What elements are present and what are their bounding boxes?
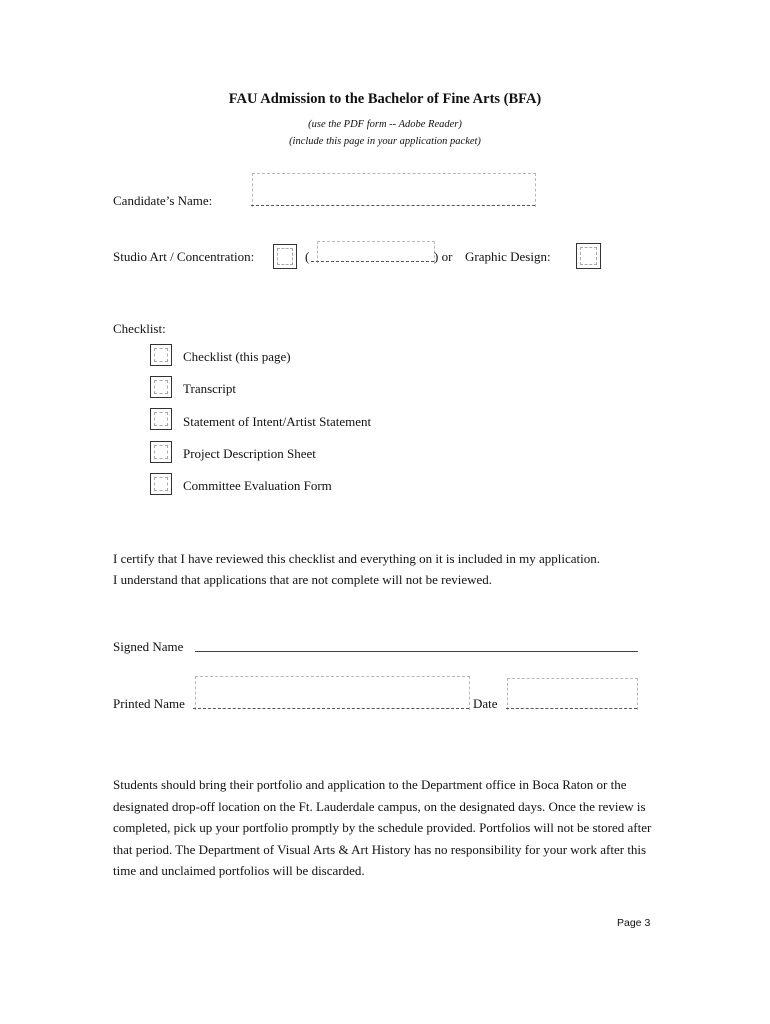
checklist-item-label: Project Description Sheet	[183, 446, 316, 461]
studio-art-checkbox[interactable]	[273, 244, 297, 269]
checklist-item-checkbox[interactable]	[150, 344, 172, 366]
checklist-item-label: Statement of Intent/Artist Statement	[183, 414, 372, 429]
checklist-item-checkbox[interactable]	[150, 441, 172, 463]
printed-name-label: Printed Name	[113, 696, 185, 711]
open-paren: (	[305, 249, 310, 264]
graphic-design-checkbox[interactable]	[576, 243, 601, 269]
printed-name-underline	[193, 708, 469, 709]
concentration-field[interactable]	[317, 241, 435, 263]
checklist-heading: Checklist:	[113, 321, 166, 336]
signed-name-line	[195, 651, 638, 652]
checklist-item-checkbox[interactable]	[150, 473, 172, 495]
concentration-underline	[311, 261, 434, 262]
signed-name-label: Signed Name	[113, 639, 184, 654]
portfolio-instructions: Students should bring their portfolio and application to the Department office in Boca Raton or the designated drop-off location on the Ft. Lauderdale campus, on the designated days. Once the review is completed, pick up your portfolio promptly by the schedule provided. Portfolios will not be stored after that period. The Department of Visual Arts & Art History has no responsibility for your work after this time and unclaimed portfolios will be discarded.	[113, 777, 652, 878]
checklist-item-checkbox[interactable]	[150, 376, 172, 398]
checklist-item-checkbox[interactable]	[150, 408, 172, 430]
checklist-item-label: Checklist (this page)	[183, 349, 291, 364]
candidate-name-underline	[251, 205, 535, 206]
checklist-item-label: Transcript	[183, 381, 236, 396]
candidate-name-label: Candidate’s Name:	[113, 193, 213, 208]
document-title: FAU Admission to the Bachelor of Fine Arts (BFA)	[228, 91, 542, 107]
graphic-design-label: Graphic Design:	[465, 249, 551, 264]
checklist-item-label: Committee Evaluation Form	[183, 478, 332, 493]
instruction-note-packet: (include this page in your application packet)	[289, 136, 481, 147]
printed-name-field[interactable]	[195, 676, 470, 710]
close-paren-or: ) or	[434, 249, 453, 264]
date-label: Date	[473, 696, 498, 711]
date-underline	[506, 708, 637, 709]
date-field[interactable]	[507, 678, 638, 710]
instruction-note-pdf: (use the PDF form -- Adobe Reader)	[308, 119, 462, 130]
certify-statement: I certify that I have reviewed this checklist and everything on it is included in my application.	[113, 551, 600, 566]
candidate-name-field[interactable]	[252, 173, 536, 207]
studio-art-label: Studio Art / Concentration:	[113, 249, 255, 264]
incomplete-warning: I understand that applications that are not complete will not be reviewed.	[113, 572, 493, 587]
page-number: Page 3	[617, 917, 651, 929]
